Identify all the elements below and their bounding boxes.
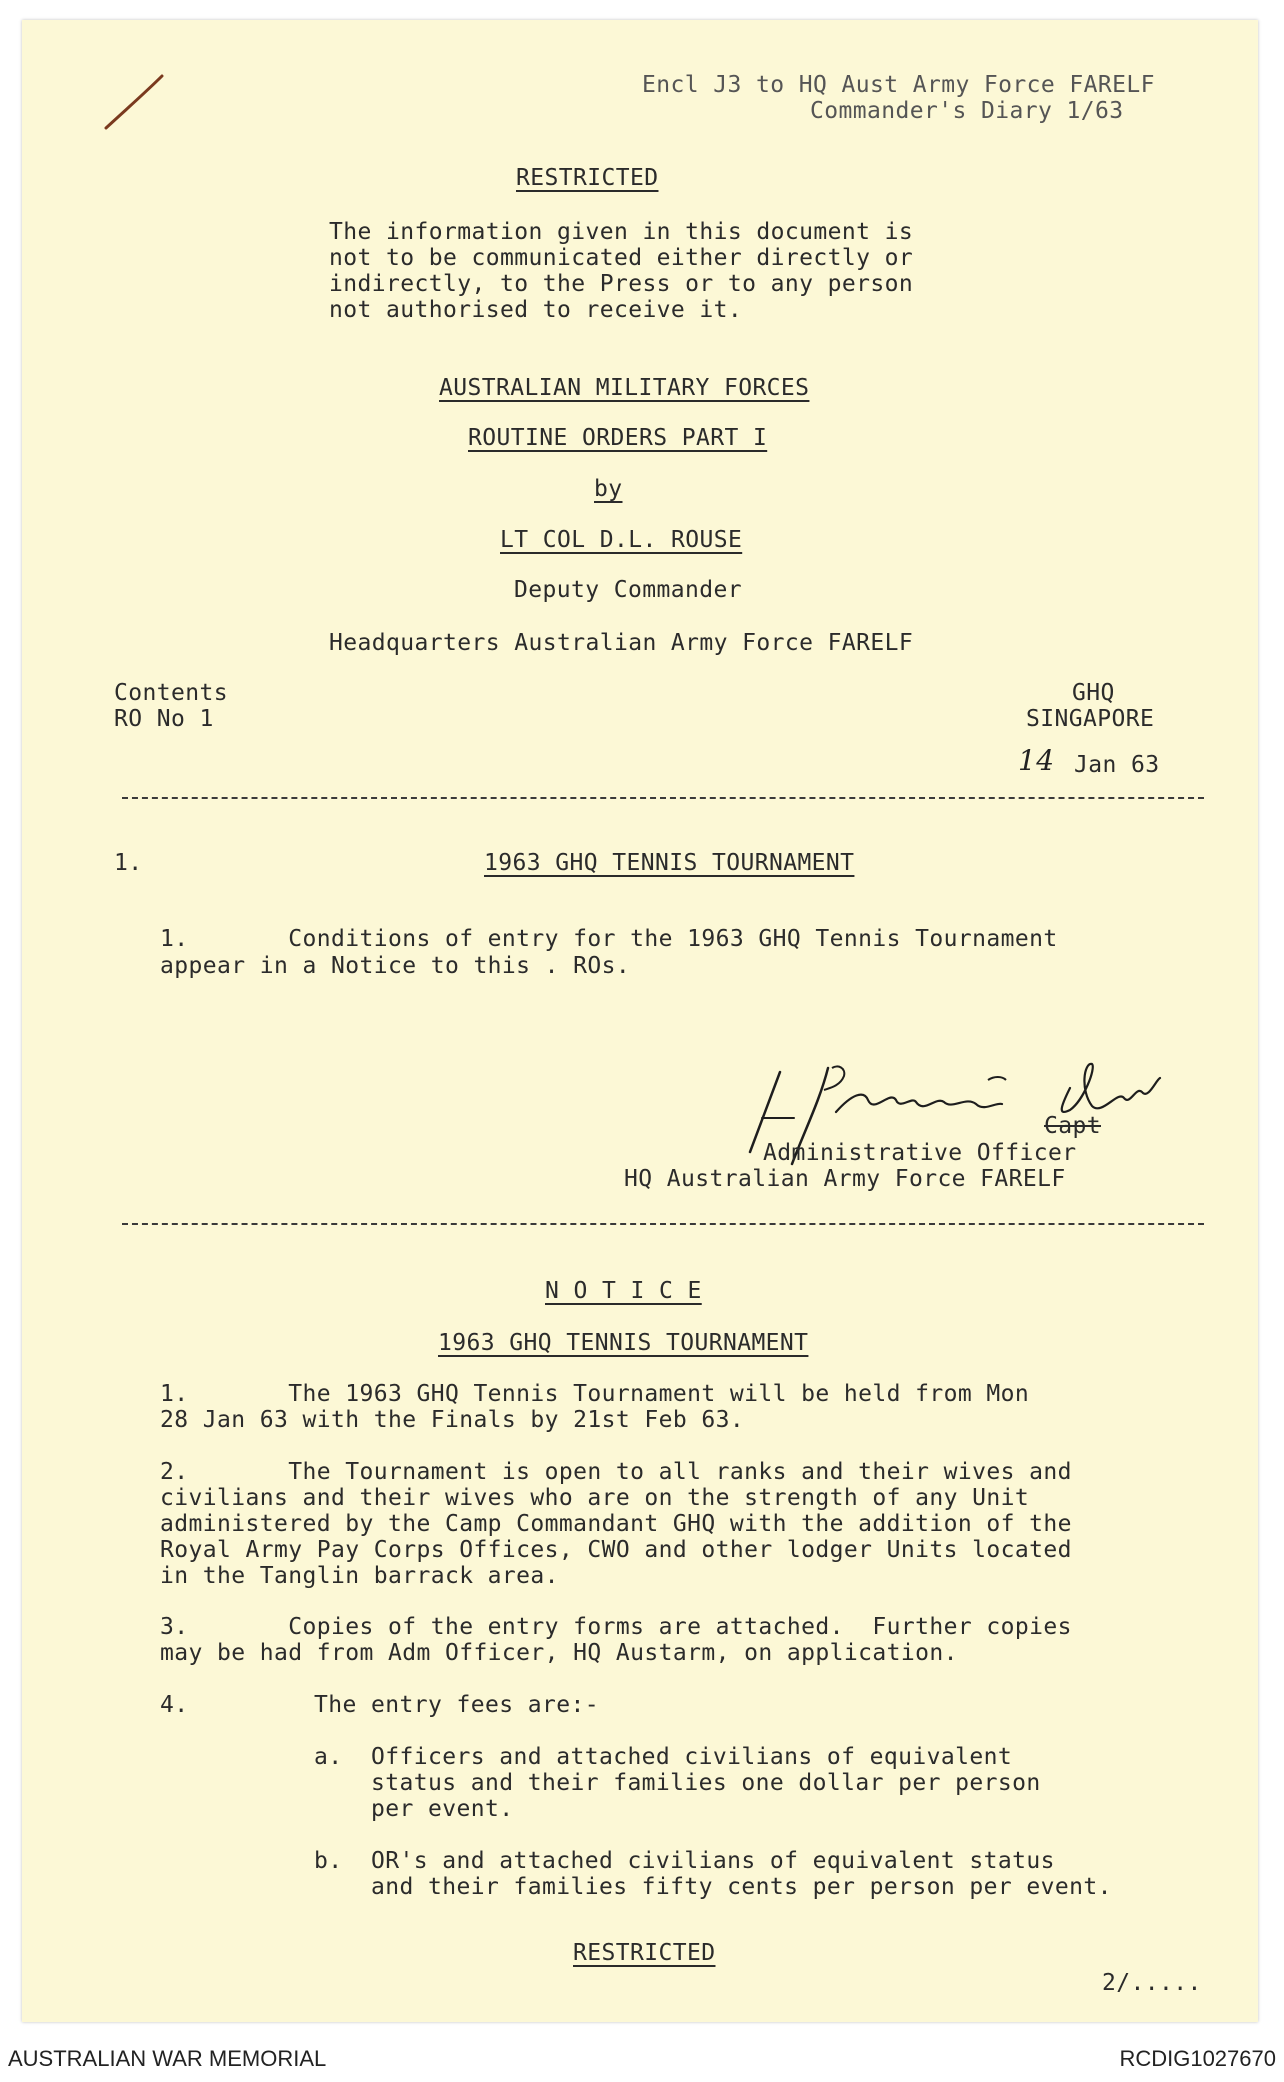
notice-heading: N O T I C E <box>545 1278 702 1304</box>
notice-para1-line-1: 1. The 1963 GHQ Tennis Tournament will be held from Mon <box>160 1381 1030 1407</box>
order-number: 1. <box>114 850 143 876</box>
ro-number: RO No 1 <box>114 706 214 732</box>
section-divider-1 <box>122 797 1204 799</box>
officer-role: Deputy Commander <box>514 577 742 603</box>
notice-para3-line-1: 3. Copies of the entry forms are attached. Further copies <box>160 1614 1072 1640</box>
notice-para2-line-4: Royal Army Pay Corps Offices, CWO and other lodger Units located <box>160 1537 1072 1563</box>
routine-orders-title: ROUTINE ORDERS PART I <box>468 425 768 451</box>
officer-name: LT COL D.L. ROUSE <box>500 527 743 553</box>
fee-b-line-1: b. OR's and attached civilians of equivalent status <box>314 1848 1055 1874</box>
date-handwritten-day: 14 <box>1018 744 1055 777</box>
fee-a-line-1: a. Officers and attached civilians of equivalent <box>314 1744 1013 1770</box>
notice-para3-line-2: may be had from Adm Officer, HQ Austarm, on application. <box>160 1640 958 1666</box>
notice-para4-number: 4. <box>160 1692 189 1718</box>
order-paragraph-line-2: appear in a Notice to this . ROs. <box>160 953 631 979</box>
footer-archive-name: AUSTRALIAN WAR MEMORIAL <box>8 2046 327 2071</box>
notice-para2-line-3: administered by the Camp Commandant GHQ with the addition of the <box>160 1511 1072 1537</box>
location-singapore: SINGAPORE <box>1026 706 1155 732</box>
document-page <box>22 20 1258 2022</box>
section-divider-2 <box>122 1223 1204 1225</box>
notice-para4-text: The entry fees are:- <box>314 1692 599 1718</box>
footer-record-id: RCDIG1027670 <box>1119 2046 1276 2071</box>
notice-para1-line-2: 28 Jan 63 with the Finals by 21st Feb 63. <box>160 1407 745 1433</box>
signatory-unit: HQ Australian Army Force FARELF <box>624 1166 1066 1192</box>
date-month-year: Jan 63 <box>1074 752 1160 778</box>
notice-para2-line-1: 2. The Tournament is open to all ranks and their wives and <box>160 1459 1072 1485</box>
pen-stroke-mark <box>100 72 170 132</box>
enclosure-line-1: Encl J3 to HQ Aust Army Force FARELF <box>642 72 1155 98</box>
order-heading: 1963 GHQ TENNIS TOURNAMENT <box>484 850 855 876</box>
caveat-line-4: not authorised to receive it. <box>329 297 743 323</box>
fee-a-line-2: status and their families one dollar per person <box>314 1770 1041 1796</box>
caveat-line-1: The information given in this document is <box>329 219 914 245</box>
hq-name: Headquarters Australian Army Force FARELF <box>329 630 914 656</box>
enclosure-line-2: Commander's Diary 1/63 <box>810 98 1124 124</box>
fee-a-line-3: per event. <box>314 1796 514 1822</box>
notice-para2-line-5: in the Tanglin barrack area. <box>160 1563 559 1589</box>
signatory-title: Administrative Officer <box>763 1140 1077 1166</box>
caveat-line-3: indirectly, to the Press or to any person <box>329 271 914 297</box>
by-label: by <box>594 476 623 502</box>
order-paragraph-line-1: 1. Conditions of entry for the 1963 GHQ Tennis Tournament <box>160 926 1058 952</box>
notice-para2-line-2: civilians and their wives who are on the strength of any Unit <box>160 1485 1030 1511</box>
fee-b-line-2: and their families fifty cents per person per event. <box>314 1874 1112 1900</box>
notice-subheading: 1963 GHQ TENNIS TOURNAMENT <box>438 1330 809 1356</box>
forces-title: AUSTRALIAN MILITARY FORCES <box>439 375 810 401</box>
location-ghq: GHQ <box>1072 680 1115 706</box>
restricted-heading-bottom: RESTRICTED <box>573 1940 716 1966</box>
restricted-heading-top: RESTRICTED <box>516 165 659 191</box>
page-continuation: 2/..... <box>1102 1970 1202 1996</box>
signatory-rank-struck: Capt <box>1044 1113 1101 1139</box>
contents-label: Contents <box>114 680 228 706</box>
caveat-line-2: not to be communicated either directly or <box>329 245 914 271</box>
